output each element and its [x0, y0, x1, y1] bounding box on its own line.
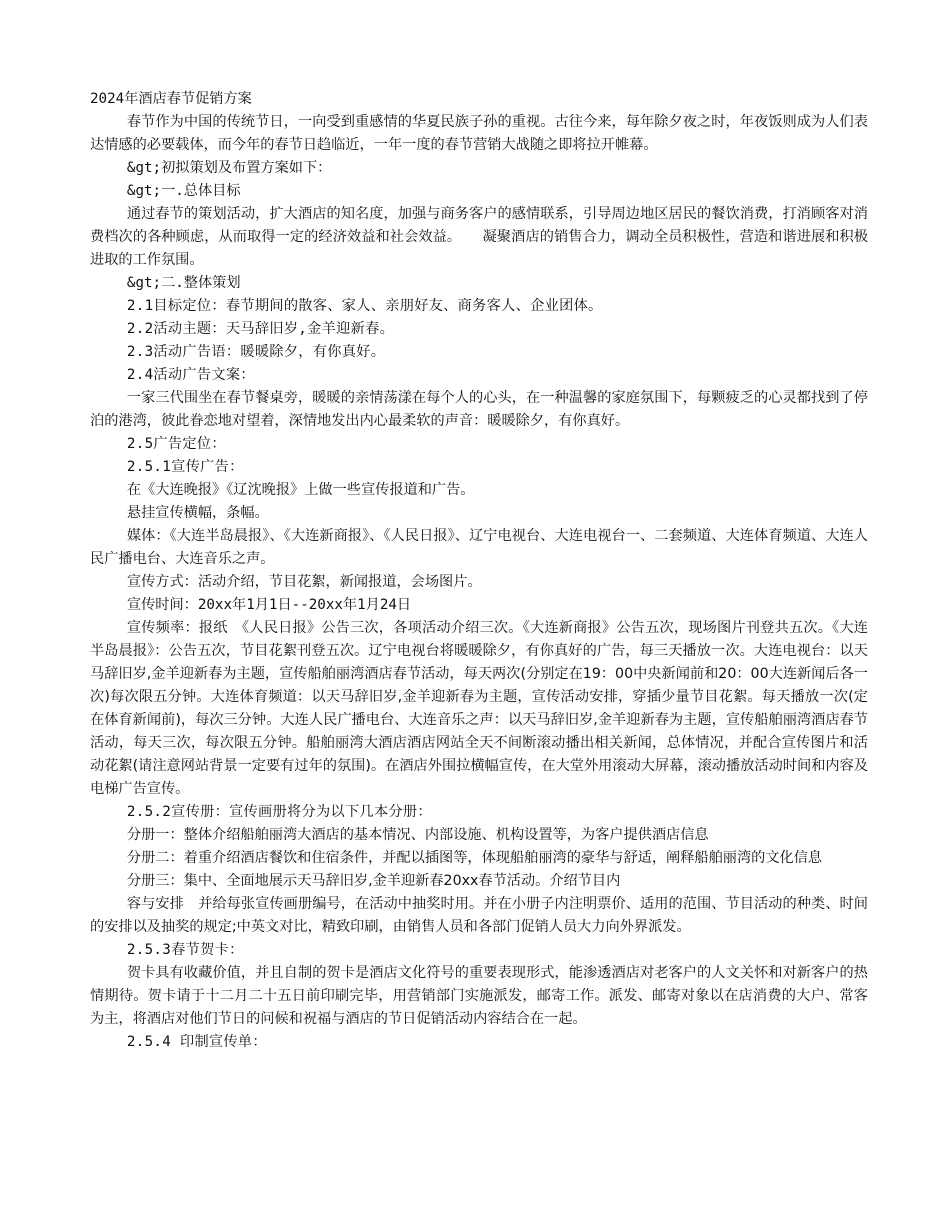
document-title: 2024年酒店春节促销方案: [90, 91, 252, 107]
paragraph-goals: 通过春节的策划活动，扩大酒店的知名度，加强与商务客户的感情联系，引导周边地区居民的餐饮消费，打消顾客对消费档次的各种顾虑，从而取得一定的经济效益和社会效益。 凝聚酒店的销售合力，调动全员积极性，营造和谐进展和积极进取的工作氛围。: [90, 206, 868, 268]
paragraph-promo-time: 宣传时间：20xx年1月1日--20xx年1月24日: [126, 597, 412, 613]
paragraph-greeting-cards: 贺卡具有收藏价值，并且自制的贺卡是酒店文化符号的重要表现形式，能渗透酒店对老客户的人文关怀和对新客户的热情期待。贺卡请于十二月二十五日前印刷完毕，用营销部门实施派发，邮寄工作。派发、邮寄对象以在店消费的大户、常客为主，将酒店对他们节日的问候和祝福与酒店的节日促销活动内容结合在一起。: [90, 965, 868, 1027]
paragraph-2-5-3: 2.5.3春节贺卡：: [126, 942, 244, 958]
paragraph-newspapers: 在《大连晚报》《辽沈晚报》上做一些宣传报道和广告。: [126, 482, 475, 498]
paragraph-2-1: 2.1目标定位：春节期间的散客、家人、亲朋好友、商务客人、企业团体。: [126, 298, 603, 314]
paragraph-intro: 春节作为中国的传统节日，一向受到重感情的华夏民族子孙的重视。古往今来，每年除夕夜之时，年夜饭则成为人们表达情感的必要载体，而今年的春节日趋临近，一年一度的春节营销大战随之即将拉开帷幕。: [90, 114, 868, 153]
paragraph-plan-heading: &gt;初拟策划及布置方案如下：: [126, 160, 332, 176]
section-heading-planning: &gt;二.整体策划: [126, 275, 241, 291]
paragraph-2-4: 2.4活动广告文案：: [126, 367, 255, 383]
paragraph-booklet-3: 分册三：集中、全面地展示天马辞旧岁,金羊迎新春20xx春节活动。介绍节目内: [126, 873, 621, 889]
paragraph-booklet-2: 分册二：着重介绍酒店餐饮和住宿条件，并配以插图等，体现船舶丽湾的豪华与舒适，阐释船舶丽湾的文化信息: [126, 850, 823, 866]
section-heading-goals: &gt;一.总体目标: [126, 183, 241, 199]
paragraph-media: 媒体：《大连半岛晨报》、《大连新商报》、《人民日报》、辽宁电视台、大连电视台一、二套频道、大连体育频道、大连人民广播电台、大连音乐之声。: [90, 528, 868, 567]
paragraph-promo-method: 宣传方式：活动介绍，节目花絮，新闻报道，会场图片。: [126, 574, 482, 590]
paragraph-2-5-1: 2.5.1宣传广告：: [126, 459, 244, 475]
paragraph-2-5: 2.5广告定位：: [126, 436, 226, 452]
paragraph-promo-frequency: 宣传频率：报纸 《人民日报》公告三次，各项活动介绍三次。《大连新商报》公告五次，现场图片刊登共五次。《大连半岛晨报》：公告五次，节目花絮刊登五次。辽宁电视台将暖暖除夕，有你真好的广告，每三天播放一次。大连电视台：以天马辞旧岁,金羊迎新春为主题，宣传船舶丽湾酒店春节活动，每天两次(分别定在19：00中央新闻前和20：00大连新闻后各一次)每次限五分钟。大连体育频道：以天马辞旧岁,金羊迎新春为主题，宣传活动安排，穿插少量节目花絮。每天播放一次(定在体育新闻前)，每次三分钟。大连人民广播电台、大连音乐之声：以天马辞旧岁,金羊迎新春为主题，宣传船舶丽湾酒店春节活动，每天三次，每次限五分钟。船舶丽湾大酒店酒店网站全天不间断滚动播出相关新闻，总体情况，并配合宣传图片和活动花絮(请注意网站背景一定要有过年的氛围)。在酒店外围拉横幅宣传，在大堂外用滚动大屏幕，滚动播放活动时间和内容及电梯广告宣传。: [90, 620, 868, 797]
paragraph-2-5-2: 2.5.2宣传册：宣传画册将分为以下几本分册：: [126, 804, 432, 820]
paragraph-booklet-details: 容与安排 并给每张宣传画册编号，在活动中抽奖时用。并在小册子内注明票价、适用的范围、节目活动的种类、时间的安排以及抽奖的规定;中英文对比，精致印刷，由销售人员和各部门促销人员大力向外界派发。: [90, 896, 868, 935]
paragraph-banners: 悬挂宣传横幅，条幅。: [126, 505, 269, 521]
paragraph-booklet-1: 分册一：整体介绍船舶丽湾大酒店的基本情况、内部设施、机构设置等，为客户提供酒店信息: [126, 827, 709, 843]
paragraph-2-3: 2.3活动广告语：暖暖除夕，有你真好。: [126, 344, 386, 360]
paragraph-2-5-4: 2.5.4 印制宣传单：: [126, 1034, 267, 1050]
paragraph-2-2: 2.2活动主题：天马辞旧岁,金羊迎新春。: [126, 321, 395, 337]
paragraph-ad-copy: 一家三代围坐在春节餐桌旁，暖暖的亲情荡漾在每个人的心头，在一种温馨的家庭氛围下，每颗疲乏的心灵都找到了停泊的港湾，彼此眷恋地对望着，深情地发出内心最柔软的声音：暖暖除夕，有你真好。: [90, 390, 868, 429]
document-page: [90, 88, 868, 1054]
